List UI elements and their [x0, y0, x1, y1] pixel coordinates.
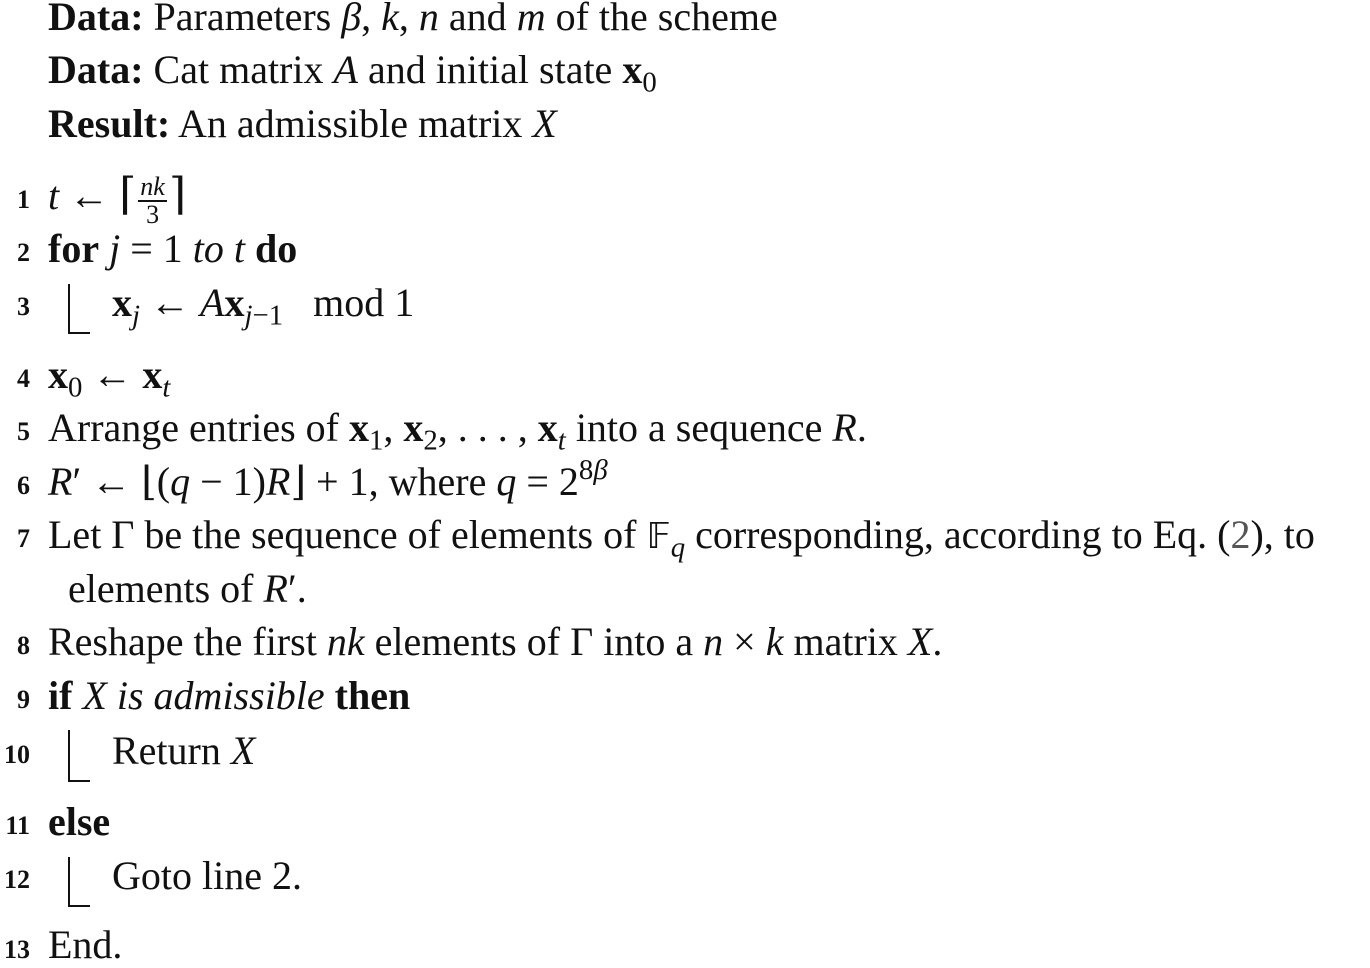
- algorithm-line-1: t ← ⌈ $\frac{nk}{3}$ ⌉: [48, 170, 187, 229]
- keyword-to: to: [192, 226, 224, 271]
- fraction: $\frac{nk}{3}$: [140, 172, 165, 229]
- data-key: Data:: [48, 0, 144, 39]
- data-parameters: Data: Parameters β, k, n and m of the scheme: [48, 0, 778, 40]
- line-number: 10: [4, 740, 30, 769]
- keyword-then: then: [334, 673, 411, 718]
- line-number: 11: [5, 811, 30, 840]
- keyword-mod: mod: [313, 280, 385, 325]
- keyword-if: if: [48, 673, 73, 718]
- line-number: 6: [17, 471, 30, 500]
- line-number: 13: [4, 935, 30, 964]
- algorithm-line-6: R′ ← ⌊(q − 1)R⌋ + 1, where $q = 2^{8\beta}$: [48, 454, 608, 504]
- algorithm-line-10: Return X: [112, 728, 256, 773]
- algorithm-line-13: End.: [48, 922, 123, 967]
- algorithm-line-7-continued: elements of R′.: [68, 566, 307, 611]
- keyword-for: for: [48, 226, 100, 271]
- result-key: Result:: [48, 101, 171, 146]
- block-bracket: [68, 730, 90, 782]
- algorithm-line-8: Reshape the first nk elements of Γ into a n × k matrix X.: [48, 619, 943, 664]
- algorithm-line-2: for j = 1 to t do: [48, 226, 298, 271]
- line-number: 3: [17, 292, 30, 321]
- algorithm-line-4: $x_0$ ← $x_t$: [48, 352, 171, 404]
- line-number: 7: [17, 524, 30, 553]
- data-key: Data:: [48, 47, 144, 92]
- line-number: 1: [17, 185, 30, 214]
- line-number: 12: [4, 865, 30, 894]
- line-number: 5: [17, 417, 30, 446]
- result-line: Result: An admissible matrix X: [48, 101, 557, 146]
- algorithm-line-9: if X is admissible then: [48, 673, 411, 718]
- line-number: 2: [17, 238, 30, 267]
- keyword-do: do: [255, 226, 298, 271]
- line-number: 8: [17, 631, 30, 660]
- algorithm-line-3: $x_j$ ← $Ax_{j-1}$ mod 1: [112, 280, 415, 332]
- algorithm-line-12: Goto line 2.: [112, 853, 302, 898]
- block-bracket: [68, 284, 90, 334]
- data-initial-state: Data: Cat matrix A and initial state $x_0$: [48, 47, 657, 99]
- keyword-return: Return: [112, 728, 221, 773]
- line-number: 4: [17, 364, 30, 393]
- equation-reference[interactable]: 2: [1230, 512, 1251, 557]
- line-number: 9: [17, 685, 30, 714]
- algorithm-line-11: [48, 799, 110, 845]
- condition-admissible: is admissible: [116, 673, 325, 718]
- algorithm-line-5: Arrange entries of $x_1$, $x_2$, . . . , $x_t$ into a sequence R.: [48, 405, 867, 457]
- block-bracket: [68, 857, 90, 907]
- algorithm-line-7: Let Γ be the sequence of elements of 𝔽$_q$ corresponding, according to Eq. (2), to: [48, 512, 1315, 564]
- keyword-else: else: [48, 799, 111, 844]
